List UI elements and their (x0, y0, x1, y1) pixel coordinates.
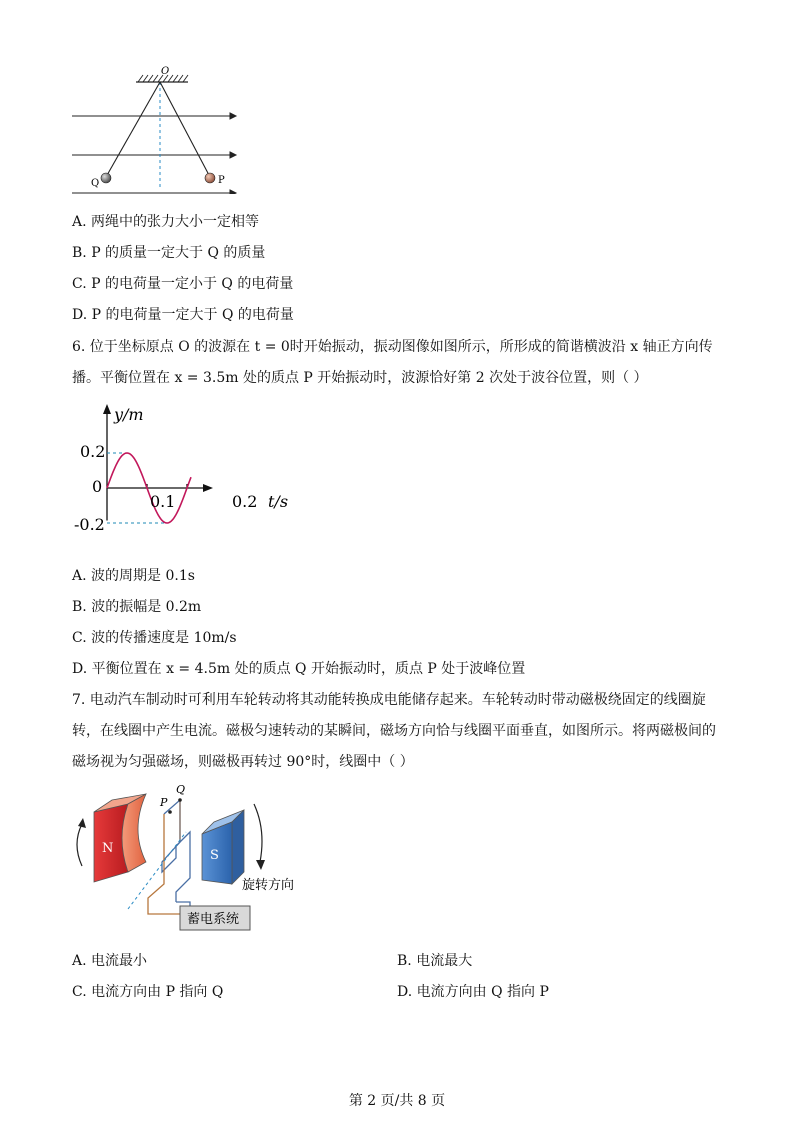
storage-system-label: 蓄电系统 (187, 912, 240, 927)
ball-Q (101, 173, 111, 183)
q5-option-d: D. P 的电荷量一定大于 Q 的电荷量 (72, 307, 294, 323)
q6-option-d: D. 平衡位置在 x = 4.5m 处的质点 Q 开始振动时，质点 P 处于波峰位置 (72, 661, 526, 677)
label-P: P (160, 796, 168, 809)
q6-option-c: C. 波的传播速度是 10m/s (72, 630, 237, 646)
label-N: N (102, 841, 114, 856)
label-P: P (218, 175, 225, 186)
q7-stem-line1: 7. 电动汽车制动时可利用车轮转动将其动能转换成电能储存起来。车轮转动时带动磁极绕固定的线圈旋 (72, 692, 706, 708)
q5-option-a: A. 两绳中的张力大小一定相等 (72, 214, 260, 230)
q6-stem-line1: 6. 位于坐标原点 O 的波源在 t = 0时开始振动，振动图像如图所示，所形成的简谐横波沿 x 轴正方向传 (72, 339, 713, 355)
vibration-graph (72, 400, 297, 550)
q7-option-d: D. 电流方向由 Q 指向 P (397, 984, 549, 1000)
q7-option-c: C. 电流方向由 P 指向 Q (72, 984, 224, 1000)
label-S: S (210, 848, 219, 863)
x-tick-0.1: 0.1 (150, 492, 176, 511)
y-tick-neg0.2: -0.2 (74, 515, 105, 534)
q6-option-b: B. 波的振幅是 0.2m (72, 599, 202, 615)
q6-stem-line2: 播。平衡位置在 x = 3.5m 处的质点 P 开始振动时，波源恰好第 2 次处于波谷位置，则（ ） (72, 370, 648, 386)
q7-option-a: A. 电流最小 (72, 953, 148, 969)
ball-P (205, 173, 215, 183)
label-O: O (161, 66, 170, 77)
pendulum-figure (68, 62, 243, 194)
q7-option-b: B. 电流最大 (397, 953, 473, 969)
q7-stem-line2: 转，在线圈中产生电流。磁极匀速转动的某瞬间，磁场方向恰与线圈平面垂直，如图所示。将两磁极间的 (72, 723, 716, 739)
q5-option-c: C. P 的电荷量一定小于 Q 的电荷量 (72, 276, 294, 292)
q7-stem-line3: 磁场视为匀强磁场，则磁极再转过 90°时，线圈中（ ） (72, 754, 414, 770)
y-tick-0: 0 (92, 477, 103, 496)
rotation-direction-label: 旋转方向 (242, 878, 295, 893)
x-axis-label: t/s (268, 492, 289, 511)
y-axis-arrow (103, 404, 111, 414)
label-Q: Q (176, 784, 186, 796)
q5-option-b: B. P 的质量一定大于 Q 的质量 (72, 245, 266, 261)
page-footer: 第 2 页/共 8 页 (348, 1093, 446, 1109)
x-tick-0.2: 0.2 (232, 492, 258, 511)
q6-option-a: A. 波的周期是 0.1s (72, 568, 195, 584)
generator-figure (68, 784, 308, 939)
x-axis-arrow (203, 484, 213, 492)
y-axis-label: y/m (114, 405, 144, 424)
label-Q: Q (91, 178, 100, 189)
y-tick-0.2: 0.2 (80, 442, 106, 461)
